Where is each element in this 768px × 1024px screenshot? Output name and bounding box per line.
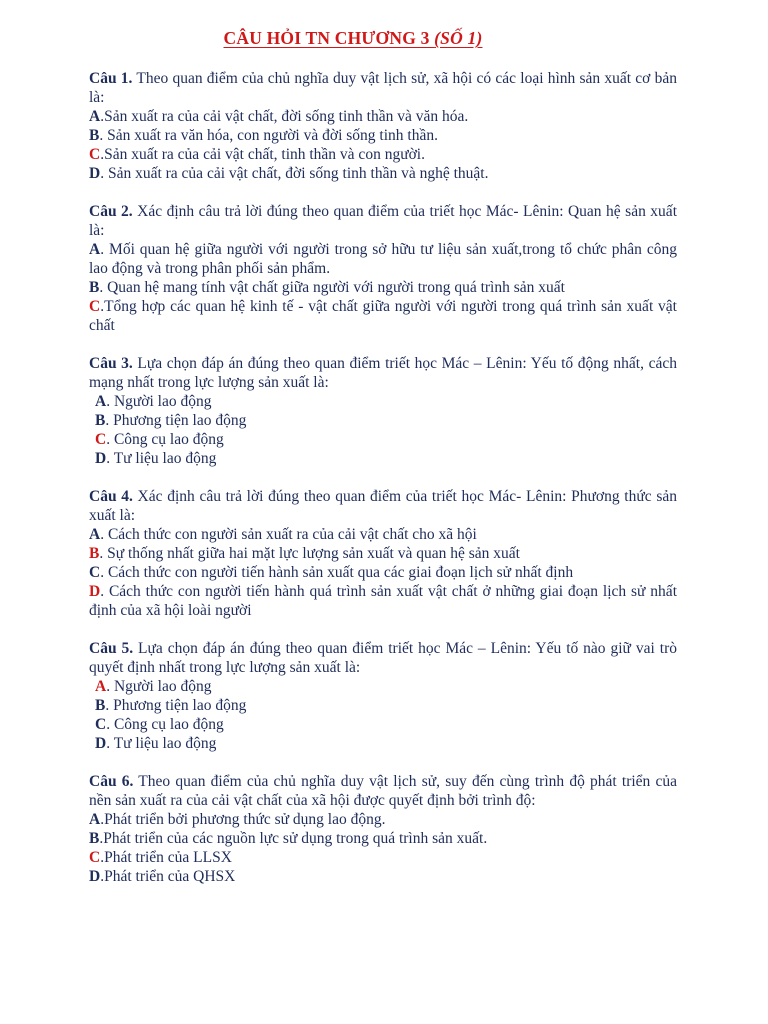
option-separator: . [106, 735, 114, 752]
option-text: Phát triển của QHSX [104, 868, 236, 885]
question-block [89, 69, 677, 183]
option-separator: . [100, 583, 109, 600]
answer-option [89, 734, 677, 753]
option-separator: . [106, 393, 114, 410]
document-page [89, 28, 677, 905]
option-letter: A [89, 526, 101, 543]
question-label: Câu 5. [89, 640, 134, 657]
option-separator: . [100, 564, 108, 581]
option-text: Phát triển của các nguồn lực sử dụng trong quá trình sản xuất. [103, 830, 488, 847]
option-separator: . [106, 678, 114, 695]
option-text: Tư liệu lao động [113, 450, 217, 467]
option-letter: B [89, 127, 100, 144]
option-separator: . [100, 298, 105, 315]
option-letter: A [89, 108, 101, 125]
option-text: Phát triển bởi phương thức sử dụng lao động. [104, 811, 386, 828]
option-text: Phương tiện lao động [113, 412, 247, 429]
answer-option [89, 677, 677, 696]
option-text: Sản xuất ra của cải vật chất, đời sống tinh thần và nghệ thuật. [107, 165, 489, 182]
page-title [89, 28, 677, 49]
option-separator: . [99, 545, 108, 562]
option-letter: A [89, 241, 101, 258]
option-text: Người lao động [113, 393, 212, 410]
answer-option [89, 297, 677, 335]
question-label: Câu 4. [89, 488, 133, 505]
option-text: Người lao động [113, 678, 212, 695]
answer-option [89, 544, 677, 563]
option-separator: . [100, 526, 108, 543]
answer-option [89, 829, 677, 848]
question-block [89, 772, 677, 886]
option-separator: . [105, 412, 114, 429]
question-text [89, 202, 677, 240]
option-letter: B [89, 545, 100, 562]
question-block [89, 487, 677, 620]
option-separator: . [105, 697, 114, 714]
option-letter: C [89, 849, 101, 866]
question-label: Câu 2. [89, 203, 133, 220]
question-text [89, 487, 677, 525]
option-separator: . [100, 849, 105, 866]
option-separator: . [100, 811, 105, 828]
answer-option [89, 715, 677, 734]
question-block [89, 639, 677, 753]
question-block [89, 202, 677, 335]
option-letter: C [95, 716, 107, 733]
option-text: Tư liệu lao động [113, 735, 217, 752]
option-separator: . [100, 165, 108, 182]
question-text [89, 772, 677, 810]
question-text [89, 69, 677, 107]
answer-option [89, 392, 677, 411]
question-body: Theo quan điểm của chủ nghĩa duy vật lịch sử, xã hội có các loại hình sản xuất cơ bản là: [89, 70, 677, 106]
answer-option [89, 582, 677, 620]
option-letter: B [89, 830, 100, 847]
option-separator: . [99, 279, 108, 296]
option-separator: . [100, 868, 105, 885]
answer-option [89, 563, 677, 582]
answer-option [89, 696, 677, 715]
option-letter: D [95, 735, 107, 752]
answer-option [89, 430, 677, 449]
question-block [89, 354, 677, 468]
question-list [89, 69, 677, 886]
option-separator: . [106, 450, 114, 467]
title-main: CÂU HỎI TN CHƯƠNG 3 [223, 28, 435, 48]
option-letter: A [95, 678, 107, 695]
answer-option [89, 525, 677, 544]
option-text: Công cụ lao động [113, 431, 224, 448]
question-label: Câu 3. [89, 355, 133, 372]
option-letter: D [89, 868, 101, 885]
option-letter: D [89, 165, 101, 182]
title-note: (SỐ 1) [434, 28, 483, 48]
option-separator: . [100, 108, 105, 125]
answer-option [89, 810, 677, 829]
option-separator: . [106, 716, 114, 733]
question-text [89, 354, 677, 392]
question-label: Câu 6. [89, 773, 134, 790]
option-separator: . [99, 127, 108, 144]
option-letter: B [89, 279, 100, 296]
question-body: Xác định câu trả lời đúng theo quan điểm của triết học Mác- Lênin: Quan hệ sản xuất là: [89, 203, 677, 239]
question-text [89, 639, 677, 677]
answer-option [89, 164, 677, 183]
question-body: Lựa chọn đáp án đúng theo quan điểm triết học Mác – Lênin: Yếu tố động nhất, cách mạng nhất trong lực lượng sản xuất là: [89, 355, 677, 391]
option-letter: B [95, 697, 106, 714]
option-letter: A [95, 393, 107, 410]
option-text: Phương tiện lao động [113, 697, 247, 714]
option-letter: D [95, 450, 107, 467]
option-letter: B [95, 412, 106, 429]
option-text: Sự thống nhất giữa hai mặt lực lượng sản xuất và quan hệ sản xuất [107, 545, 520, 562]
answer-option [89, 107, 677, 126]
option-text: Sản xuất ra văn hóa, con người và đời sống tinh thần. [107, 127, 438, 144]
option-separator: . [99, 830, 104, 847]
question-body: Lựa chọn đáp án đúng theo quan điểm triết học Mác – Lênin: Yếu tố nào giữ vai trò quyết định nhất trong lực lượng sản xuất là: [89, 640, 677, 676]
answer-option [89, 449, 677, 468]
option-text: Mối quan hệ giữa người với người trong sở hữu tư liệu sản xuất,trong tổ chức phân công lao động và trong phân phối sản phẩm. [89, 241, 678, 277]
option-letter: C [89, 564, 101, 581]
option-letter: C [89, 298, 101, 315]
answer-option [89, 278, 677, 297]
answer-option [89, 240, 677, 278]
option-text: Cách thức con người tiến hành quá trình sản xuất vật chất ở những giai đoạn lịch sử nhất định của xã hội loài người [89, 583, 677, 619]
option-text: Cách thức con người tiến hành sản xuất qua các giai đoạn lịch sử nhất định [107, 564, 574, 581]
option-text: Cách thức con người sản xuất ra của cải vật chất cho xã hội [107, 526, 477, 543]
option-text: Sản xuất ra của cải vật chất, đời sống tinh thần và văn hóa. [104, 108, 469, 125]
question-body: Xác định câu trả lời đúng theo quan điểm của triết học Mác- Lênin: Phương thức sản xuất là: [89, 488, 677, 524]
question-body: Theo quan điểm của chủ nghĩa duy vật lịch sử, suy đến cùng trình độ phát triển của nền sản xuất ra của cải vật chất của xã hội được quyết định bởi trình độ: [89, 773, 677, 809]
option-separator: . [100, 146, 105, 163]
option-text: Quan hệ mang tính vật chất giữa người với người trong quá trình sản xuất [107, 279, 565, 296]
option-letter: C [95, 431, 107, 448]
question-label: Câu 1. [89, 70, 133, 87]
answer-option [89, 867, 677, 886]
option-text: Tổng hợp các quan hệ kinh tế - vật chất giữa người với người trong quá trình sản xuất vật chất [89, 298, 677, 334]
option-text: Công cụ lao động [113, 716, 224, 733]
answer-option [89, 848, 677, 867]
answer-option [89, 126, 677, 145]
option-text: Sản xuất ra của cải vật chất, tinh thần và con người. [104, 146, 425, 163]
answer-option [89, 145, 677, 164]
option-separator: . [100, 241, 110, 258]
answer-option [89, 411, 677, 430]
option-text: Phát triển của LLSX [104, 849, 232, 866]
option-separator: . [106, 431, 114, 448]
option-letter: A [89, 811, 101, 828]
option-letter: C [89, 146, 101, 163]
option-letter: D [89, 583, 101, 600]
